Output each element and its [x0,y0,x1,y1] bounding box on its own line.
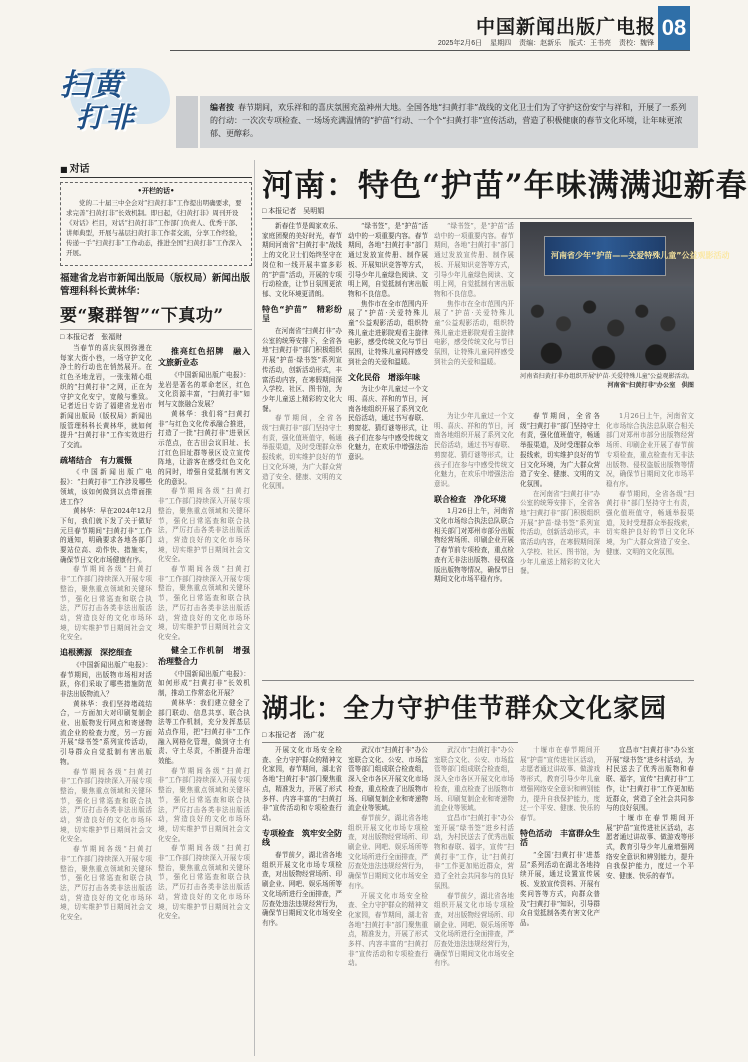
hubei-subhead: 专项检查 筑牢安全防线 [262,828,342,848]
henan-column-6 [606,412,694,662]
column-intro-text: 党的二十届三中全会对“扫黄打非”工作提出明确要求，要求完善“扫黄打非”长效机制。即日起，《扫黄打非》周刊开设《对话》栏目，对话“扫黄打非”工作部门负责人、优秀干部、讲师典型，开展与基层扫黄打非工作者交流，分享工作经验，传递一手“扫黄打非”工作动态，推进全国“扫黄打非”工作深入开展。 [66,199,242,257]
henan-paragraph: 为让少年儿童过一个文明、喜庆、祥和的节日，河南各地组织开展了系列文化民俗活动，通过书写春联、剪窗花、猜灯谜等形式，让孩子们在参与中感受传统文化魅力，在欢乐中增强法治意识。 [348,385,428,462]
henan-column-1 [262,222,342,662]
hubei-paragraph: 春节前夕，湖北省各地组织开展文化市场专项检查，对出版物经营场所、印刷企业、网吧、娱乐场所等文化场所进行全面排查，严厉查处违法违规经营行为，确保节日期间文化市场安全有序。 [262,851,342,927]
hubei-paragraph: 宜昌市“扫黄打非”办公室开展“绿书签”进乡村活动，为村民送去了优秀出版物和春联、福字，宣传“扫黄打非”工作，让“扫黄打非”工作更加贴近群众，营造了全社会共同参与的良好氛围。 [434,813,514,890]
page-number: 08 [658,6,690,50]
hubei-paragraph: “全国‘扫黄打非’进基层”系列活动在湖北各地持续开展，通过设置宣传展板、发放宣传资料、开展有奖问答等方式，向群众普及“扫黄打非”知识，引导群众自觉抵制各类有害文化产品。 [520,851,600,927]
henan-paragraph: 焦作市在全市范围内开展了“护苗·关爱特殊儿童”公益观影活动，组织特殊儿童走进影院观看主旋律电影，感受传统文化与节日氛围，让特殊儿童同样感受到社会的关爱和温暖。 [434,299,514,366]
henan-paragraph: 为让少年儿童过一个文明、喜庆、祥和的节日，河南各地组织开展了系列文化民俗活动，通过书写春联、剪窗花、猜灯谜等形式，让孩子们在参与中感受传统文化魅力，在欢乐中增强法治意识。 [434,412,514,488]
henan-paragraph: 焦作市在全市范围内开展了“护苗·关爱特殊儿童”公益观影活动，组织特殊儿童走进影院观看主旋律电影，感受传统文化与节日氛围，让特殊儿童同样感受到社会的关爱和温暖。 [348,299,428,366]
dialogue-paragraph: 春节期间各级“扫黄打非”工作部门持续深入开展专项整治，聚焦重点领域和关键环节，强化日常巡查和联合执法，严厉打击各类非法出版活动，营造良好的文化市场环境，切实维护节日期间社会文化安全。 [158,565,250,641]
henan-paragraph: “绿书签”，是“护苗”活动中的一项重要内容。春节期间，各地“扫黄打非”部门通过发放宣传册、制作展板、开展知识竞答等方式，引导少年儿童绿色阅读、文明上网，自觉抵制有害出版物和不良信息。 [434,222,514,298]
hubei-paragraph: 开展文化市场安全检查、全力守护群众的精神文化家园，春节期间，湖北省各地“扫黄打非”部门聚焦重点，精准发力，开展了形式多样、内容丰富的“扫黄打非”宣传活动和专项检查行动。 [348,891,428,968]
henan-subhead: 文化民俗 增添年味 [348,372,420,382]
dialogue-paragraph: 春节期间各级“扫黄打非”工作部门持续深入开展专项整治，聚焦重点领域和关键环节，强化日常巡查和联合执法，严厉打击各类非法出版活动，营造良好的文化市场环境，切实维护节日期间社会文化安全。 [158,844,250,921]
dialogue-paragraph: 黄林华：我们建立健全了部门联动、信息共享、联合执法等工作机制，充分发挥基层站点作用，把“扫黄打非”工作融入网格化管理，做到守土有责、守土尽责，不断提升治理效能。 [158,698,250,766]
dialogue-paragraph: 《中国新闻出版广电报》：春节期间，出版物市场相对活跃，你们采取了哪些措施防范非法出版物流入？ [60,660,152,698]
hubei-paragraph: 武汉市“扫黄打非”办公室联合文化、公安、市场监管等部门组成联合检查组，深入全市各区开展文化市场检查，重点检查了出版物市场、印刷复制企业和寄递物流企业等领域。 [348,746,428,813]
editor-note-label: 编者按 [210,103,234,112]
logo-line-2: 打非 [76,101,137,134]
column-divider [254,160,255,1056]
hubei-column-2 [348,746,428,1056]
henan-subhead: 联合检查 净化环境 [434,494,506,504]
photo-credit: 河南省“扫黄打非”办公室 供图 [607,382,694,389]
editor-note-strip [176,96,198,148]
issue-meta [432,38,654,48]
henan-paragraph: 1月26日上午，河南省文化市场综合执法总队联合相关部门对郑州市部分出版物经营场所、印刷企业开展了春节前专项检查，重点检查有无非法出版物、侵权盗版出版物等情况，确保节日期间文化市场平稳有序。 [606,412,694,488]
dialogue-lead: 当春节的喜庆氛围弥漫在每家大街小巷，一场守护文化净土的行动也在悄然展开。在红色圣地龙岩，一张张精心组织的“扫黄打非”之网，正在为守护文化安宁，宽敞与雅致。记者近日专访了福建省龙岩市新闻出版局（版权局）新闻出版管理科科长黄林华，就如何提升“扫黄打非”工作实效进行了交流。 [60,344,152,450]
dialogue-column-1 [60,344,152,1056]
dialogue-subhead: 疏堵结合 有力震慑 [60,455,132,465]
photo-screen [544,236,730,276]
henan-headline: 河南：特色“护苗”年味满满迎新春 [262,168,748,204]
dialogue-kicker: 福建省龙岩市新闻出版局（版权局）新闻出版管理科科长黄林华： [60,273,251,297]
editor-note-text: 春节期间，欢乐祥和的喜庆氛围充盈神州大地。全国各地“扫黄打非”战线的文化卫士们为了守护这份安宁与祥和，开展了一系列的行动：一次次专项检查、一场场充满温情的“护苗”行动、一个个“扫黄打非”宣传活动，营造了积极健康的春节文化环境，让年味更浓郁、更醇彩。 [210,103,687,138]
issue-weekday: 星期四 [490,40,512,47]
henan-paragraph: 在河南省“扫黄打非”办公室的统筹安排下，全省各地“扫黄打非”部门积极组织开展“护苗·绿书签”系列宣传活动，创新活动形式，丰富活动内容，在寒假期间深入学校、社区、图书馆，为少年儿童送上精彩的文化大餐。 [520,489,600,576]
dialogue-subhead: 健全工作机制 增强治理整合力 [158,645,250,666]
section-tag: ■ 对话 [60,160,252,178]
dialogue-paragraph: 《中国新闻出版广电报》：“扫黄打非”工作涉及哪些领域，该如何做到以点带面推进工作？ [60,468,152,506]
hubei-column-4 [520,746,600,1056]
hubei-paragraph: 武汉市“扫黄打非”办公室联合文化、公安、市场监管等部门组成联合检查组，深入全市各区开展文化市场检查，重点检查了出版物市场、印刷复制企业和寄递物流企业等领域。 [434,746,514,813]
dialogue-paragraph: 黄林华：我们坚持堵疏结合，一方面加大对印刷复制企业、出版物发行网点和寄递物流企业的检查力度，另一方面开展“绿书签”系列宣传活动，引导群众自觉抵制有害出版物。 [60,699,152,766]
dialogue-paragraph: 黄林华：早在2024年12月下旬，我们就下发了关于做好元旦春节期间“扫黄打非”工作的通知，明确要求各地各部门要站位高、动作快、措施实，确保节日文化市场健康有序。 [60,507,152,564]
issue-proofreader: 责校：魏锋 [619,40,654,47]
henan-column-2 [348,222,428,662]
hubei-paragraph: 春节前夕，湖北省各地组织开展文化市场专项检查，对出版物经营场所、印刷企业、网吧、娱乐场所等文化场所进行全面排查，严厉查处违法违规经营行为，确保节日期间文化市场安全有序。 [434,891,514,968]
henan-paragraph: “绿书签”，是“护苗”活动中的一项重要内容。春节期间，各地“扫黄打非”部门通过发放宣传册、制作展板、开展知识竞答等方式，引导少年儿童绿色阅读、文明上网，自觉抵制有害出版物和不良信息。 [348,222,428,298]
editor-note [200,96,698,148]
henan-paragraph: 在河南省“扫黄打非”办公室的统筹安排下，全省各地“扫黄打非”部门积极组织开展“护苗·绿书签”系列宣传活动，创新活动形式，丰富活动内容，在寒假期间深入学校、社区、图书馆，为少年儿童送上精彩的文化大餐。 [262,327,342,413]
masthead-rule [170,50,690,51]
column-intro-kicker: •开栏的话• [137,187,175,195]
hubei-subhead: 特色活动 丰富群众生活 [520,828,600,848]
hubei-paragraph: 十堰市在春节期间开展“护苗”宣传进社区活动，志愿者通过讲故事、做游戏等形式，教育引导少年儿童增强网络安全意识和辨别能力，提升自我保护能力，度过一个平安、健康、快乐的春节。 [520,746,600,822]
henan-column-3 [434,222,514,408]
hubei-byline: □ 本报记者 汤广花 [262,730,518,743]
dialogue-title: 要“聚群智”“下真功” [60,306,224,326]
hubei-column-5 [606,746,694,1056]
henan-subhead: 特色“护苗” 精彩纷呈 [262,304,342,324]
hubei-lead: 开展文化市场安全检查、全力守护群众的精神文化家园，春节期间，湖北省各地“扫黄打非”部门聚焦重点，精准发力，开展了形式多样、内容丰富的“扫黄打非”宣传活动和专项检查行动。 [262,746,342,822]
henan-photo-caption [520,372,694,390]
paper-name: 中国新闻出版广电报 [475,16,656,38]
logo-line-1: 扫黄 [60,68,124,103]
issue-editor: 责编：赵新乐 [519,40,562,47]
henan-paragraph: 1月26日上午，河南省文化市场综合执法总队联合相关部门对郑州市部分出版物经营场所、印刷企业开展了春节前专项检查，重点检查有无非法出版物、侵权盗版出版物等情况，确保节日期间文化市场平稳有序。 [434,507,514,584]
section-logo [46,52,176,136]
henan-column-4 [434,412,514,662]
henan-photo [520,222,730,370]
dialogue-headline [60,272,252,342]
hubei-column-1 [262,746,342,1056]
henan-lead: 新春佳节是阖家欢乐、家庭团聚的美好时光，春节期间河南省“扫黄打非”战线上的文化卫士们始终坚守在岗位和一线开展丰富多彩的“护苗”活动，开展的专项行动检查，让节日氛围更浓郁、文化环境更清朗。 [262,222,342,298]
dialogue-paragraph: 《中国新闻出版广电报》：龙岩是著名的革命老区，红色文化资源丰富，“扫黄打非”如何与文旅融合发展？ [158,371,250,409]
dialogue-subhead: 追根溯源 深挖细查 [60,648,132,658]
photo-audience [520,286,694,370]
henan-byline: □ 本报记者 吴明娟 [262,206,692,219]
dialogue-column-2 [158,344,250,1056]
hubei-paragraph: 宜昌市“扫黄打非”办公室开展“绿书签”进乡村活动，为村民送去了优秀出版物和春联、福字，宣传“扫黄打非”工作，让“扫黄打非”工作更加贴近群众，营造了全社会共同参与的良好氛围。 [606,746,694,813]
hubei-paragraph: 十堰市在春节期间开展“护苗”宣传进社区活动，志愿者通过讲故事、做游戏等形式，教育引导少年儿童增强网络安全意识和辨别能力，提升自我保护能力，度过一个平安、健康、快乐的春节。 [606,813,694,881]
dialogue-paragraph: 《中国新闻出版广电报》：如何形成“扫黄打非”长效机制，推动工作常态化开展？ [158,669,250,698]
dialogue-paragraph: 黄林华：我们将“扫黄打非”与红色文化传承融合推进，打造了一批“扫黄打非”进景区示范点，在古田会议旧址、长汀红色旧址群等景区设立宣传阵地，让游客在感受红色文化的同时，增强自觉抵制有害文化的意识。 [158,409,250,486]
photo-screen-text: 河南省少年“护苗——关爱特殊儿童”公益观影活动 [551,251,730,260]
column-intro-box [60,182,252,266]
dialogue-paragraph: 春节期间各级“扫黄打非”工作部门持续深入开展专项整治，聚焦重点领域和关键环节，强化日常巡查和联合执法，严厉打击各类非法出版活动，营造良好的文化市场环境，切实维护节日期间社会文化安全。 [60,845,152,922]
hubei-paragraph: 春节前夕，湖北省各地组织开展文化市场专项检查，对出版物经营场所、印刷企业、网吧、娱乐场所等文化场所进行全面排查，严厉查处违法违规经营行为，确保节日期间文化市场安全有序。 [348,813,428,890]
henan-paragraph: 春节期间，全省各级“扫黄打非”部门坚持守土有责，强化值班值守，畅通举报渠道，及时受理群众举报线索，切实维护良好的节日文化环境，为广大群众营造了安全、健康、文明的文化氛围。 [606,489,694,556]
hubei-rule [262,680,694,681]
photo-caption-text: 河南省扫黄打非办组织开展“护苗·关爱特殊儿童”公益观影活动。 [520,373,694,380]
dialogue-paragraph: 春节期间各级“扫黄打非”工作部门持续深入开展专项整治，聚焦重点领域和关键环节，强化日常巡查和联合执法，严厉打击各类非法出版活动，营造良好的文化市场环境，切实维护节日期间社会文化安全。 [158,487,250,564]
henan-column-5 [520,412,600,662]
dialogue-paragraph: 春节期间各级“扫黄打非”工作部门持续深入开展专项整治，聚焦重点领域和关键环节，强化日常巡查和联合执法，严厉打击各类非法出版活动，营造良好的文化市场环境，切实维护节日期间社会文化安全。 [158,766,250,843]
dialogue-paragraph: 春节期间各级“扫黄打非”工作部门持续深入开展专项整治，聚焦重点领域和关键环节，强化日常巡查和联合执法，严厉打击各类非法出版活动，营造良好的文化市场环境，切实维护节日期间社会文化安全。 [60,565,152,642]
hubei-column-3 [434,746,514,1056]
dialogue-byline: □ 本报记者 张福财 [60,329,252,342]
issue-layout: 版式：王书亮 [569,40,612,47]
dialogue-subhead: 推亮红色招牌 融入文旅新业态 [158,347,250,367]
hubei-headline: 湖北：全力守护佳节群众文化家园 [262,694,668,724]
henan-paragraph: 春节期间，全省各级“扫黄打非”部门坚持守土有责，强化值班值守，畅通举报渠道，及时受理群众举报线索，切实维护良好的节日文化环境，为广大群众营造了安全、健康、文明的文化氛围。 [520,412,600,488]
dialogue-paragraph: 春节期间各级“扫黄打非”工作部门持续深入开展专项整治，聚焦重点领域和关键环节，强化日常巡查和联合执法，严厉打击各类非法出版活动，营造良好的文化市场环境，切实维护节日期间社会文化安全。 [60,767,152,844]
issue-date: 2025年2月6日 [437,40,483,47]
henan-paragraph: 春节期间，全省各级“扫黄打非”部门坚持守土有责，强化值班值守，畅通举报渠道，及时受理群众举报线索，切实维护良好的节日文化环境，为广大群众营造了安全、健康、文明的文化氛围。 [262,414,342,491]
